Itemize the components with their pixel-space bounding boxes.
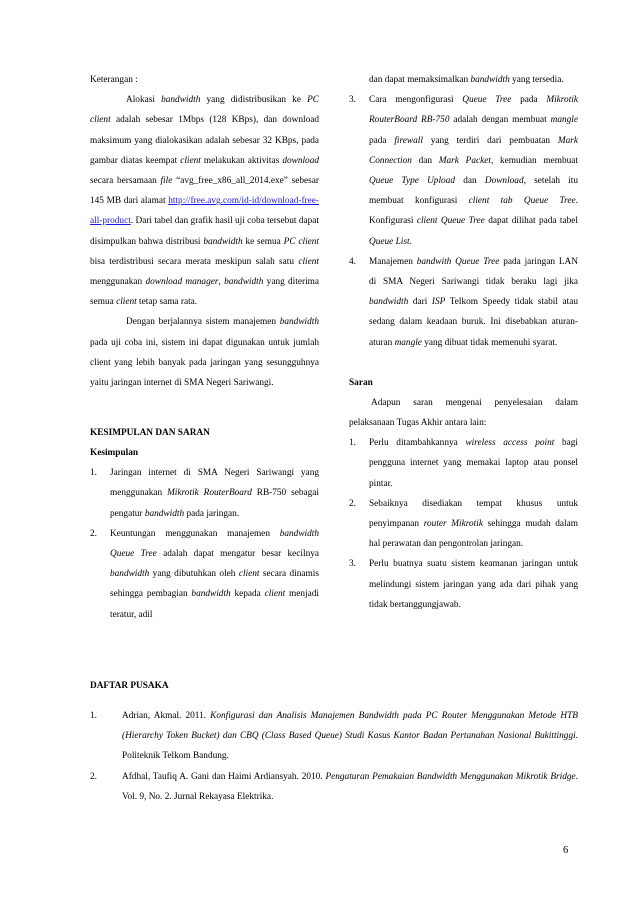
suggestion-list: [349, 433, 578, 615]
right-column: [349, 70, 578, 615]
list-item: 1. Jaringan internet di SMA Negeri Sariwangi yang menggunakan Mikrotik RouterBoard RB-750 sebagai pengatur bandwidth pada jaringan.: [90, 468, 319, 519]
avg-download-link[interactable]: http://free.avg.com/id-id/download-free-all-product: [90, 196, 319, 227]
section-heading-saran: Saran: [349, 377, 373, 388]
conclusion-list-left: [90, 463, 319, 625]
paragraph-result-analysis: Alokasi bandwidth yang didistribusikan ke PC client adalah sebesar 1Mbps (128 KBps), dan download maksimum yang dialokasikan adalah sebesar 32 KBps, pada gambar diatas keempat client melakukan aktivitas download secara bersamaan file “avg_free_x86_all_2014.exe” sebesar 145 MB dari alamat http://free.avg.com/id-id/download-free-all-product. Dari tabel dan grafik hasil uji coba tersebut dapat disimpulkan bahwa distribusi bandwidth ke semua PC client bisa terdistribusi secara merata meskipun salah satu client menggunakan download manager, bandwidth yang diterima semua client tetap sama rata.: [90, 95, 320, 308]
references-list: [90, 706, 578, 807]
list-item: 3. Cara mengonfigurasi Queue Tree pada Mikrotik RouterBoard RB-750 adalah dengan membuat mangle pada firewall yang terdiri dari pembuatan Mark Connection dan Mark Packet, kemudian membuat Queue Type Upload dan Download, setelah itu membuat konfigurasi client tab Queue Tree. Konfigurasi client Queue Tree dapat dilihat pada tabel Queue List.: [349, 95, 579, 247]
keterangan-label: Keterangan :: [90, 75, 138, 85]
list-item: 4. Manajemen bandwith Queue Tree pada jaringan LAN di SMA Negeri Sariwangi tidak beraku lagi jika bandwidth dari ISP Telkom Speedy tidak stabil atau sedang dalam keadaan buruk. Ini disebabkan aturan-aturan mangle yang dibuat tidak memenuhi syarat.: [349, 256, 578, 348]
continuation-text: dan dapat memaksimalkan bandwidth yang tersedia.: [369, 75, 564, 85]
saran-intro: Adapun saran mengenai penyelesaian dalam pelaksanaan Tugas Akhir antara lain:: [349, 397, 578, 429]
list-item: 2. Keuntungan menggunakan manajemen bandwidth Queue Tree adalah dapat mengatur besar kecilnya bandwidth yang dibutuhkan oleh client secara dinamis sehingga pembagian bandwidth kepada client menjadi teratur, adil: [90, 528, 319, 620]
page-number: 6: [563, 845, 569, 856]
paragraph-system-usage: Dengan berjalannya sistem manajemen bandwidth pada uji coba ini, sistem ini dapat digunakan untuk jumlah client yang lebih banyak pada jaringan yang sesungguhnya yaitu jaringan internet di SMA Negeri Sariwangi.: [90, 317, 319, 389]
references-heading: DAFTAR PUSAKA: [90, 681, 169, 691]
left-column: [90, 70, 319, 625]
list-item: 2. Sebaiknya disediakan tempat khusus untuk penyimpanan router Mikrotik sehingga mudah dalam hal perawatan dan pengontrolan jaringan.: [349, 498, 578, 550]
reference-item: 1. Adrian, Akmal. 2011. Konfigurasi dan Analisis Manajemen Bandwidth pada PC Router Menggunakan Metode HTB (Hierarchy Token Bucket) dan CBQ (Class Based Queue) Studi Kasus Kantor Badan Pertanahan Nasional Bukittinggi. Politeknik Telkom Bandung.: [90, 711, 578, 762]
list-item: 1. Perlu ditambahkannya wireless access point bagi pengguna internet yang memakai laptop atau ponsel pintar.: [349, 438, 578, 489]
subheading-kesimpulan: Kesimpulan: [90, 448, 139, 459]
section-heading-conclusion: KESIMPULAN DAN SARAN: [90, 428, 210, 439]
conclusion-list-right: [349, 90, 578, 353]
references-section: [90, 676, 578, 807]
reference-item: 2. Afdhal, Taufiq A. Gani dan Haimi Ardiansyah. 2010. Pengaturan Pemakaian Bandwidth Menggunakan Mikrotik Bridge. Vol. 9, No. 2. Jurnal Rekayasa Elektrika.: [90, 771, 578, 802]
list-item: 3. Perlu buatnya suatu sistem keamanan jaringan untuk melindungi sistem jaringan yang ada dari pihak yang tidak bertanggungjawab.: [349, 559, 578, 610]
